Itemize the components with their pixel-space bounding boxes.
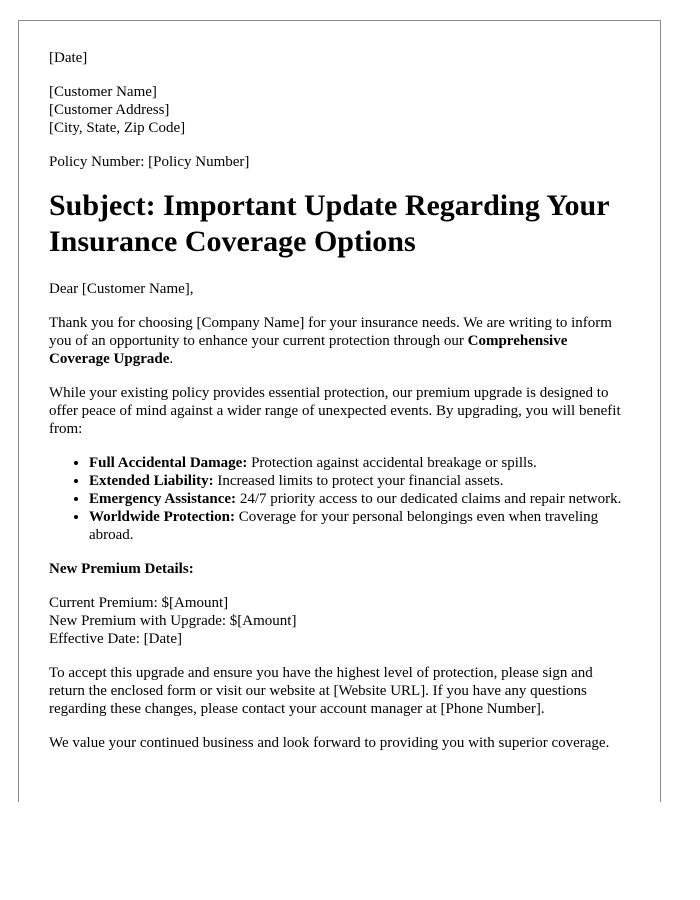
benefit-title: Emergency Assistance: (89, 491, 237, 507)
policy-number-line: Policy Number: [Policy Number] (49, 154, 250, 170)
customer-name: [Customer Name] (49, 84, 157, 100)
upgrade-paragraph: While your existing policy provides essential protection, our premium upgrade is designed to offer peace of mind against a wider range of unexpected events. By upgrading, you will benefit from: (49, 385, 621, 437)
benefit-text: Coverage for your personal belongings even when traveling abroad. (89, 509, 599, 543)
benefit-title: Full Accidental Damage: (89, 455, 248, 471)
intro-end: . (169, 351, 174, 367)
customer-address-block (49, 83, 630, 137)
customer-address: [Customer Address] (49, 102, 170, 118)
premium-heading-text: New Premium Details: (49, 561, 194, 577)
benefits-list (49, 454, 630, 544)
closing-paragraph: We value your continued business and look forward to providing you with superior coverage. (49, 735, 610, 751)
benefit-title: Worldwide Protection: (89, 509, 235, 525)
intro-paragraph (49, 314, 630, 368)
list-item (89, 472, 630, 490)
list-item (89, 454, 630, 472)
intro-text: Thank you for choosing [Company Name] for your insurance needs. We are writing to inform you of an opportunity to enhance your current protection through our (49, 315, 612, 349)
current-premium: Current Premium: $[Amount] (49, 595, 229, 611)
subject-heading: Subject: Important Update Regarding Your Insurance Coverage Options (49, 189, 610, 258)
premium-heading (49, 560, 630, 578)
benefit-text: 24/7 priority access to our dedicated claims and repair network. (236, 491, 622, 507)
list-item (89, 508, 630, 544)
intro-emphasis: Comprehensive Coverage Upgrade (49, 333, 568, 367)
date-line: [Date] (49, 50, 88, 66)
city-state-zip: [City, State, Zip Code] (49, 120, 186, 136)
salutation: Dear [Customer Name], (49, 281, 194, 297)
premium-details (49, 594, 630, 648)
letter-page (18, 20, 661, 802)
benefit-text: Protection against accidental breakage or spills. (247, 455, 537, 471)
benefit-title: Extended Liability: (89, 473, 214, 489)
new-premium: New Premium with Upgrade: $[Amount] (49, 613, 297, 629)
benefit-text: Increased limits to protect your financial assets. (213, 473, 504, 489)
list-item (89, 490, 630, 508)
accept-paragraph: To accept this upgrade and ensure you have the highest level of protection, please sign and return the enclosed form or visit our website at [Website URL]. If you have any questions regarding these changes, please contact your account manager at [Phone Number]. (49, 665, 593, 717)
effective-date: Effective Date: [Date] (49, 631, 182, 647)
